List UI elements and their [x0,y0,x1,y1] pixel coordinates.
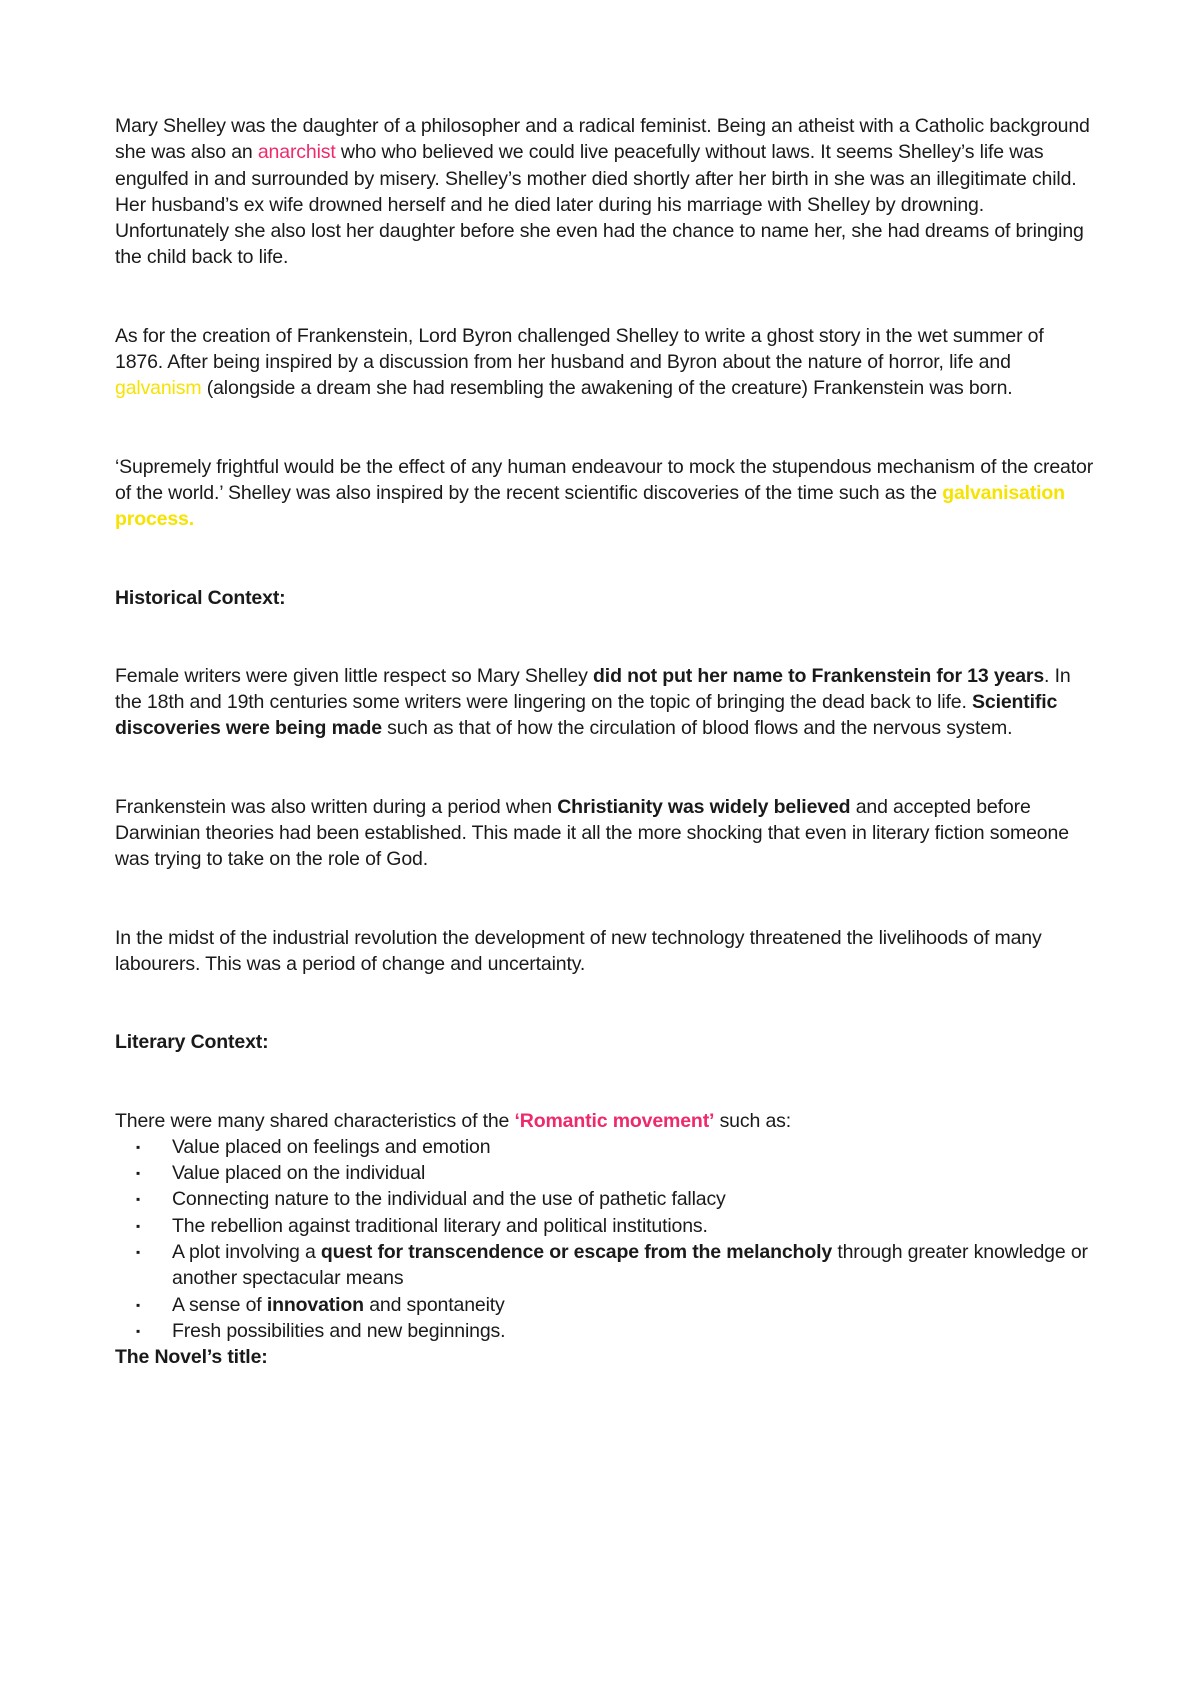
list-item-text: Connecting nature to the individual and the use of pathetic fallacy [172,1188,726,1211]
paragraph-christianity [115,794,1095,873]
list-item [115,1160,1095,1186]
list-item [115,1292,1095,1318]
text-run: and accepted before Darwinian theories had been established. This made it all the more shocking that even in literary fiction someone was trying to take on the role of God. [115,795,1069,871]
bullet-icon: ▪ [136,1218,141,1233]
document-page [115,113,1095,1371]
list-item-text: Value placed on the individual [172,1162,426,1185]
text-run: who who believed we could live peacefully without laws. It seems Shelley’s life was engulfed in and surrounded by misery. Shelley’s mother died shortly after her birth in she was an illegitimate child. Her husband’s ex wife drowned herself and he died later during his marriage with Shelley by drowning. Unfortunately she also lost her daughter before she even had the chance to name her, she had dreams of bringing the child back to life. [115,141,1084,269]
text-run: and spontaneity [363,1293,505,1316]
text-run: ‘Supremely frightful would be the effect of any human endeavour to mock the stupendous mechanism of the creator of the world.’ Shelley was also inspired by the recent scientific discoveries of the time such as the [115,455,1094,504]
list-item [115,1239,1095,1292]
paragraph-female-writers [115,663,1095,742]
text-run: Mary Shelley was the daughter of a philosopher and a radical feminist. Being an atheist with a Catholic background she was also an [115,115,1090,164]
bullet-icon: ▪ [136,1323,141,1338]
paragraph-industrial-revolution: In the midst of the industrial revolution the development of new technology threatened the livelihoods of many labourers. This was a period of change and uncertainty. [115,926,1042,975]
list-item-text: The rebellion against traditional literary and political institutions. [172,1214,708,1237]
text-run: A sense of [172,1293,267,1316]
text-run: Frankenstein was also written during a period when [115,795,558,818]
list-item [115,1134,1095,1160]
bold-run: did not put her name to Frankenstein for 13 years [593,664,1045,687]
paragraph-frankenstein-creation [115,323,1095,402]
heading-historical-context: Historical Context: [115,586,286,609]
bold-run: innovation [266,1293,364,1316]
bullet-icon: ▪ [136,1139,141,1154]
bullet-icon: ▪ [136,1192,141,1207]
bullet-icon: ▪ [136,1245,141,1260]
paragraph-shelley-biography [115,113,1095,271]
text-run: A plot involving a [172,1241,321,1264]
bold-run: Scientific discoveries were being made [115,691,1058,740]
paragraph-quote [115,454,1095,533]
text-run: such as that of how the circulation of blood flows and the nervous system. [381,717,1013,740]
bold-run: Christianity was widely believed [557,795,851,818]
heading-literary-context: Literary Context: [115,1031,269,1054]
text-run: (alongside a dream she had resembling the awakening of the creature) Frankenstein was born. [201,377,1013,400]
paragraph-romantic-movement [115,1108,1095,1134]
highlight-galvanisation-process: galvanisation process. [115,481,1065,531]
highlight-anarchist: anarchist [257,141,336,164]
text-run: Female writers were given little respect so Mary Shelley [115,664,594,687]
text-run: through greater knowledge or another spectacular means [172,1241,1088,1290]
highlight-galvanism: galvanism [115,377,202,400]
list-item [115,1186,1095,1212]
bullet-icon: ▪ [136,1166,141,1181]
bullet-icon: ▪ [136,1297,141,1312]
romantic-characteristics-list [115,1134,1095,1344]
list-item-text: Fresh possibilities and new beginnings. [172,1319,506,1342]
text-run: As for the creation of Frankenstein, Lord Byron challenged Shelley to write a ghost story in the wet summer of 1876. After being inspired by a discussion from her husband and Byron about the nature of horror, life and [115,324,1044,374]
list-item [115,1213,1095,1239]
text-run: There were many shared characteristics of the [115,1109,515,1132]
highlight-romantic-movement: ‘Romantic movement’ [514,1109,715,1132]
text-run: such as: [714,1109,792,1132]
text-run: . In the 18th and 19th centuries some writers were lingering on the topic of bringing the dead back to life. [115,664,1071,714]
bold-run: quest for transcendence or escape from the melancholy [320,1241,833,1264]
list-item-text: Value placed on feelings and emotion [172,1135,491,1158]
list-item [115,1318,1095,1344]
heading-novel-title: The Novel’s title: [115,1346,268,1369]
